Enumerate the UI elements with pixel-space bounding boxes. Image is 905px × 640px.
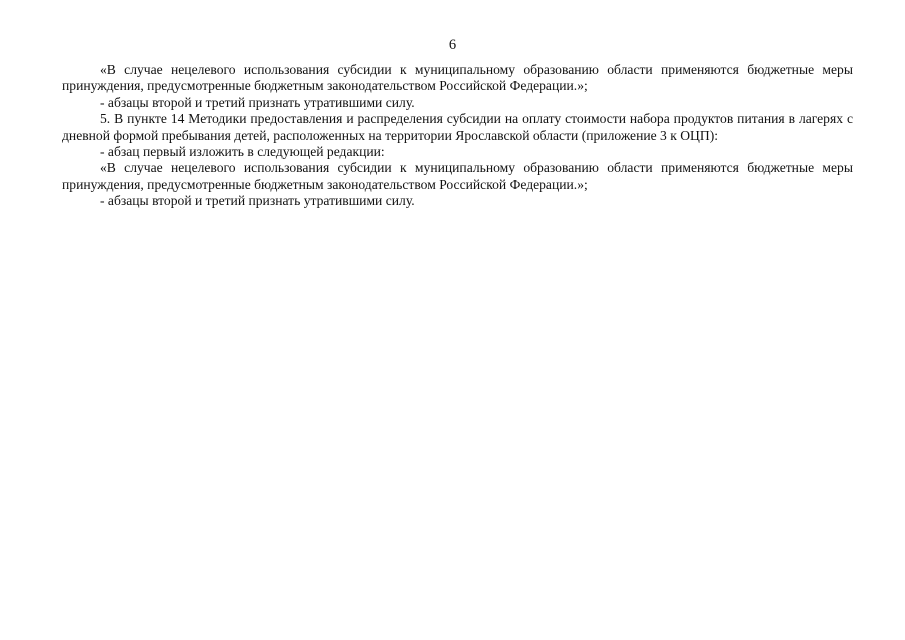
paragraph-first-abzac-edit: - абзац первый изложить в следующей редакции: bbox=[100, 144, 385, 160]
paragraph-sanction-clause: «В случае нецелевого использования субсидии к муниципальному образованию области применяются бюджетные меры принуждения, предусмотренные бюджетным законодательством Российской Федерации.»; bbox=[62, 62, 853, 94]
paragraph-invalidate-abzacy-2: - абзацы второй и третий признать утратившими силу. bbox=[100, 193, 415, 209]
paragraph-item-5: 5. В пункте 14 Методики предоставления и распределения субсидии на оплату стоимости набора продуктов питания в лагерях с дневной формой пребывания детей, расположенных на территории Ярославской области (приложение 3 к ОЦП): bbox=[62, 111, 853, 143]
paragraph-sanction-clause-2: «В случае нецелевого использования субсидии к муниципальному образованию области применяются бюджетные меры принуждения, предусмотренные бюджетным законодательством Российской Федерации.»; bbox=[62, 160, 853, 192]
paragraph-invalidate-abzacy: - абзацы второй и третий признать утратившими силу. bbox=[100, 94, 415, 110]
document-body bbox=[62, 62, 853, 210]
page-number: 6 bbox=[448, 37, 457, 53]
